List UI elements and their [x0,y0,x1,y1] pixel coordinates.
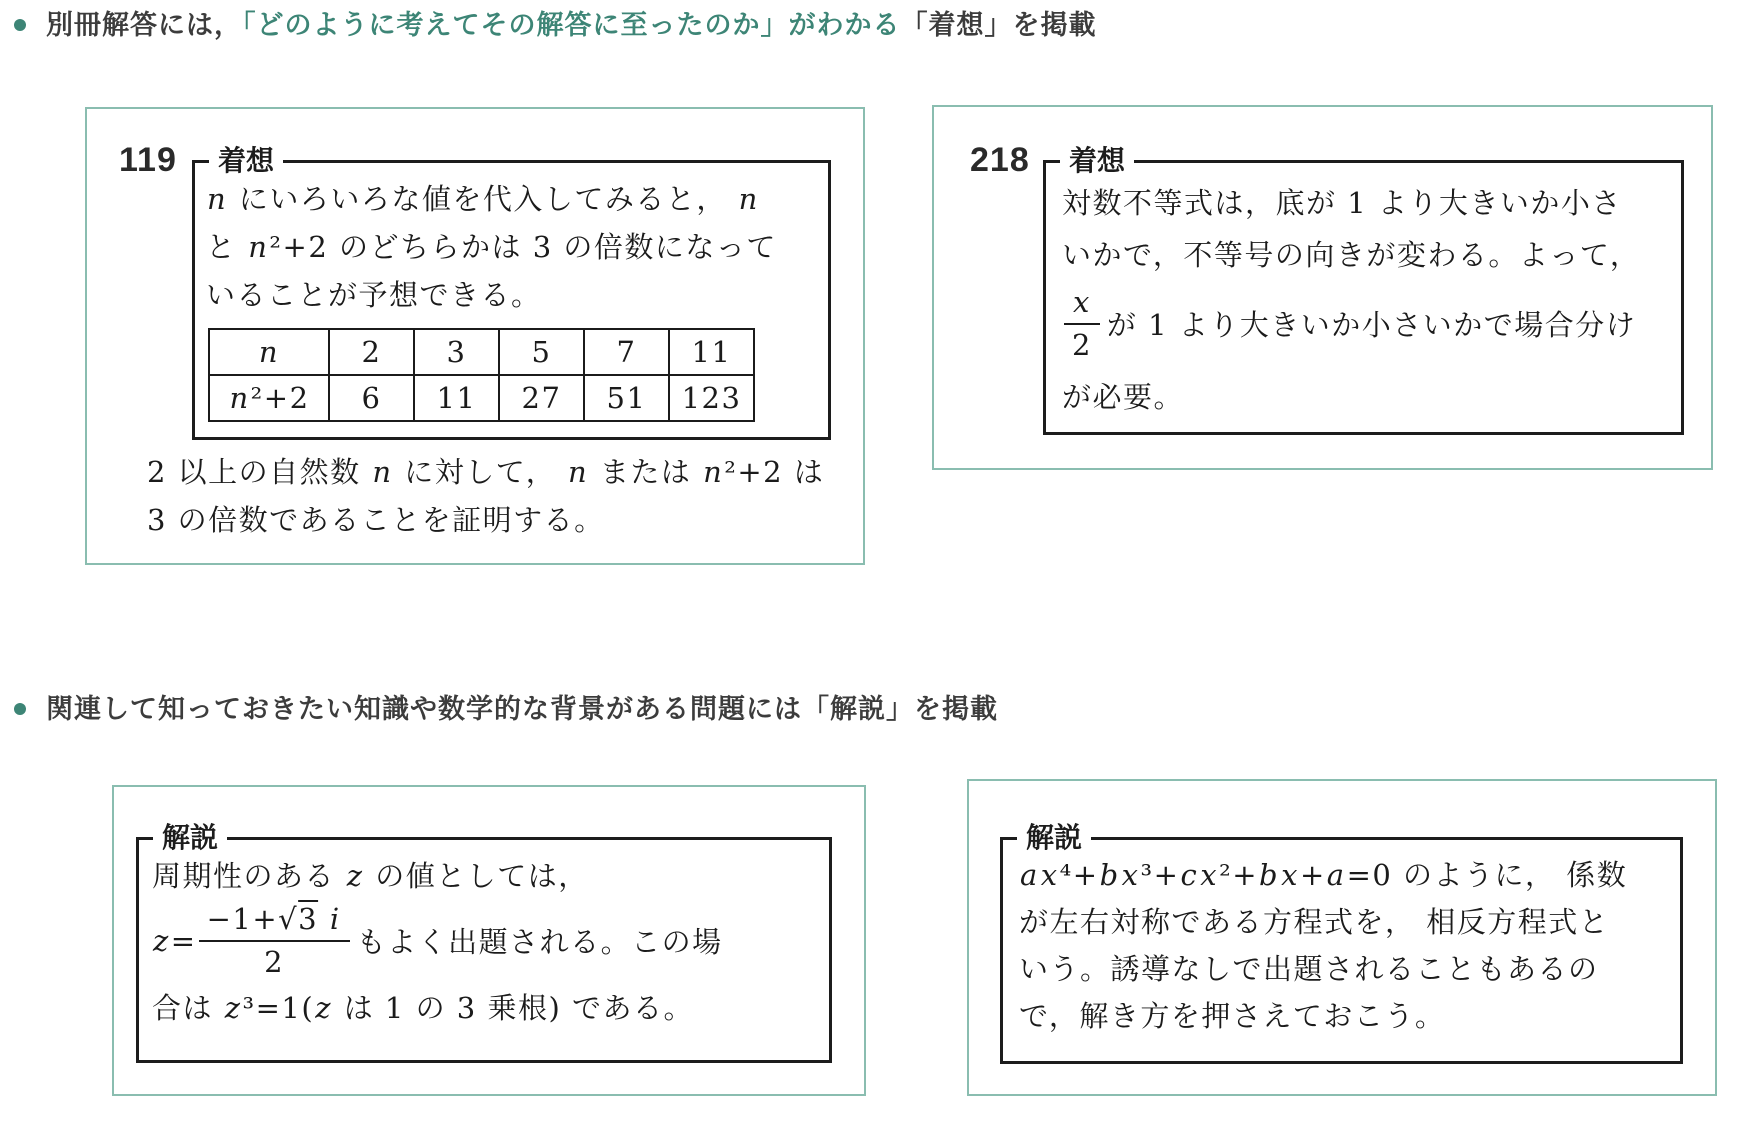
fraction-numerator: −1+√3 i [199,902,350,942]
idea-label: 着想 [209,142,283,180]
fraction-denominator: 2 [264,944,285,979]
table-row [209,375,754,421]
bullet-item-idea [14,7,1097,44]
kaisetsu-label: 解説 [153,819,227,857]
idea-box-119 [85,107,865,565]
idea-paragraph [195,163,828,422]
fraction-line [152,902,819,980]
table-cell: 2 [329,329,414,375]
bullet-text-pre: 別冊解答には， [46,10,242,40]
text-after-fraction: が 1 より大きいか小さいかで場合分け [1106,308,1637,343]
fraction-numerator: x [1064,285,1100,325]
text-line: 3 の倍数であることを証明する。 [147,503,605,537]
bullet-text-highlight: 「どのように考えてその解答に至ったのか」がわかる [242,10,901,40]
bullet-dot-icon [14,703,26,715]
idea-fieldset [1043,145,1684,435]
bullet-item-kaisetsu [14,691,998,728]
problem-number: 119 [119,141,177,179]
kaisetsu-box-left [112,785,866,1096]
text-after-fraction: もよく出題される。この場 [356,925,723,960]
table-cell: 7 [584,329,669,375]
kaisetsu-label: 解説 [1017,819,1091,857]
table-cell: 123 [669,375,754,421]
table-cell: 51 [584,375,669,421]
table-cell: n²+2 [209,375,329,421]
kaisetsu-fieldset [1000,822,1683,1064]
text-line: 合は z³=1(z は 1 の 3 乗根) である。 [152,990,695,1025]
fraction-line [1062,285,1671,363]
text-line: が左右対称である方程式を， 相反方程式と [1019,905,1610,939]
bullet-text [46,7,1097,44]
problem-number: 218 [970,141,1030,179]
table-row [209,329,754,375]
text-line: 対数不等式は，底が 1 より大きいか小さ [1062,186,1622,220]
idea-paragraph [1046,163,1681,423]
text-line: いかで，不等号の向きが変わる。よって， [1062,238,1641,272]
bullet-text-pre: 関連して知っておきたい知識や数学的な背景がある問題には「解説」を掲載 [46,694,998,724]
kaisetsu-paragraph [1003,840,1680,1040]
bullet-text [46,691,998,728]
text-line: と n²+2 のどちらかは 3 の倍数になって [206,230,777,264]
table-cell: 5 [499,329,584,375]
text-line: 周期性のある z の値としては， [152,859,589,893]
text-line: で，解き方を押さえておこう。 [1019,999,1446,1033]
values-table [208,328,755,422]
table-cell: 11 [669,329,754,375]
text-line: ax⁴+bx³+cx²+bx+a=0 のように， 係数 [1020,858,1628,892]
bullet-dot-icon [14,19,26,31]
table-cell: n [209,329,329,375]
table-cell: 3 [414,329,499,375]
text-line: いることが予想できる。 [206,278,542,312]
text-line: いう。誘導なしで出題されることもあるの [1019,952,1599,986]
idea-box-218 [932,105,1713,470]
bullet-text-post: 「着想」を掲載 [900,10,1097,40]
table-cell: 27 [499,375,584,421]
text-line: n にいろいろな値を代入してみると， n [207,182,759,216]
table-cell: 6 [329,375,414,421]
kaisetsu-paragraph [139,840,829,1030]
fraction-denominator: 2 [1071,327,1092,362]
text-line: が必要。 [1062,379,1185,414]
idea-label: 着想 [1060,142,1134,180]
text-before-fraction: z= [153,923,197,958]
table-cell: 11 [414,375,499,421]
idea-fieldset [192,145,831,440]
fraction [199,902,350,980]
kaisetsu-fieldset [136,822,832,1063]
text-line: 2 以上の自然数 n に対して， n または n²+2 は [147,455,825,489]
kaisetsu-box-right [967,779,1717,1096]
idea-footnote [147,448,824,544]
fraction [1064,285,1100,363]
